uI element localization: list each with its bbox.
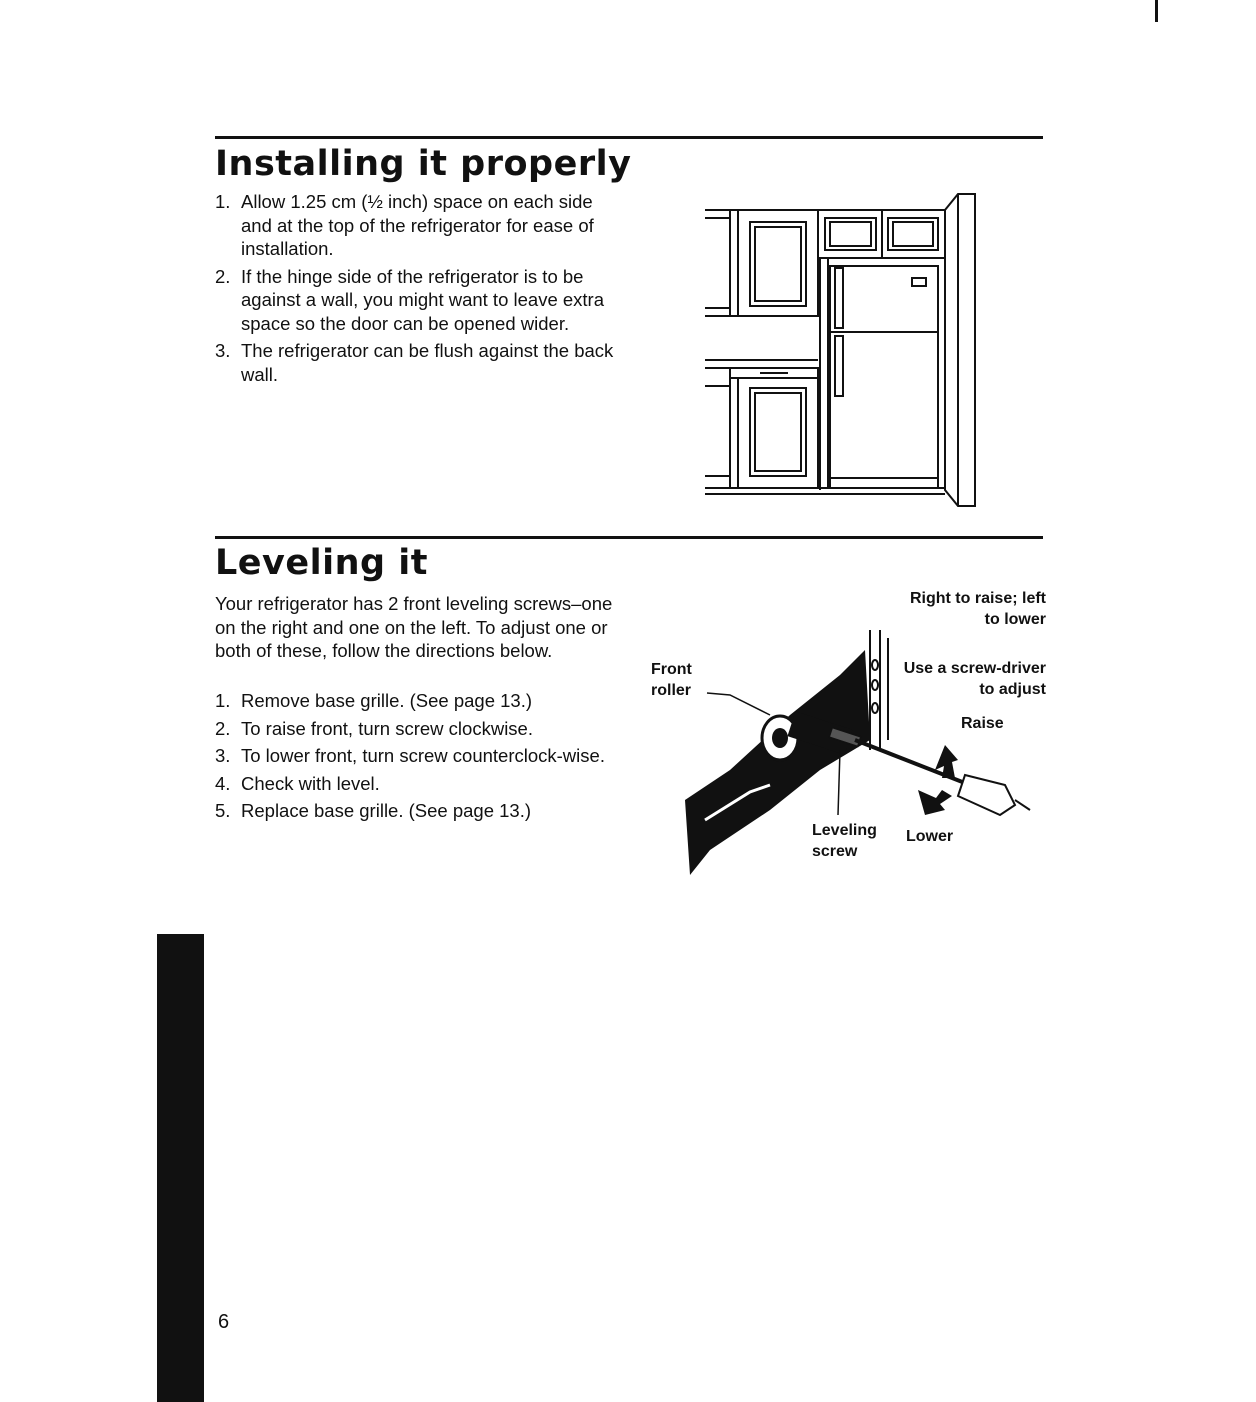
install-step-number: 1. xyxy=(215,191,231,212)
section-rule-leveling xyxy=(215,536,1043,539)
leveling-heading: Leveling it xyxy=(215,543,428,583)
leveling-step-text: Check with level. xyxy=(241,772,380,794)
leveling-step xyxy=(215,689,615,713)
leveling-step xyxy=(215,772,615,796)
leveling-step-text: Replace base grille. (See page 13.) xyxy=(241,800,532,821)
page-number: 6 xyxy=(218,1311,230,1333)
refrigerator-installation-illustration xyxy=(700,188,980,513)
install-step xyxy=(215,265,615,336)
leveling-step-text: To raise front, turn screw clockwise. xyxy=(241,717,533,739)
leveling-step-number: 3. xyxy=(215,745,231,766)
leveling-step-number: 5. xyxy=(215,800,231,821)
leveling-screw-label: Leveling screw xyxy=(812,822,877,860)
leveling-step-number: 2. xyxy=(215,717,231,739)
install-step xyxy=(215,339,615,386)
use-screwdriver-label: Use a screw-driver to adjust xyxy=(903,660,1046,698)
install-steps-list xyxy=(215,190,615,390)
raise-label: Raise xyxy=(961,715,1004,732)
front-roller-label: Front roller xyxy=(651,661,692,699)
install-step-number: 2. xyxy=(215,265,231,287)
leveling-step-text: Remove base grille. (See page 13.) xyxy=(241,690,533,711)
install-step-number: 3. xyxy=(215,340,231,361)
leveling-step xyxy=(215,717,615,741)
leveling-step-number: 4. xyxy=(215,772,231,794)
leveling-step xyxy=(215,799,615,823)
margin-mark xyxy=(1155,0,1158,22)
install-heading: Installing it properly xyxy=(215,144,632,184)
install-step-text: The refrigerator can be flush against the back wall. xyxy=(241,340,614,385)
lower-label: Lower xyxy=(906,828,954,845)
install-step-text: If the hinge side of the refrigerator is to be against a wall, you might want to leave extra space so the door can be opened wider. xyxy=(241,265,604,334)
leveling-step xyxy=(215,744,615,768)
leveling-step-number: 1. xyxy=(215,690,231,711)
right-to-raise-label: Right to raise; left to lower xyxy=(909,590,1046,628)
leveling-steps-list xyxy=(215,689,615,827)
leveling-step-text: To lower front, turn screw counterclock-wise. xyxy=(241,745,605,766)
page-edge-bar xyxy=(157,934,204,1402)
install-step xyxy=(215,190,615,261)
install-step-text: Allow 1.25 cm (½ inch) space on each side and at the top of the refrigerator for ease of installation. xyxy=(241,191,594,259)
section-rule-install xyxy=(215,136,1043,139)
leveling-intro: Your refrigerator has 2 front leveling screws–one on the right and one on the left. To adjust one or both of these, follow the directions below. xyxy=(215,593,613,661)
